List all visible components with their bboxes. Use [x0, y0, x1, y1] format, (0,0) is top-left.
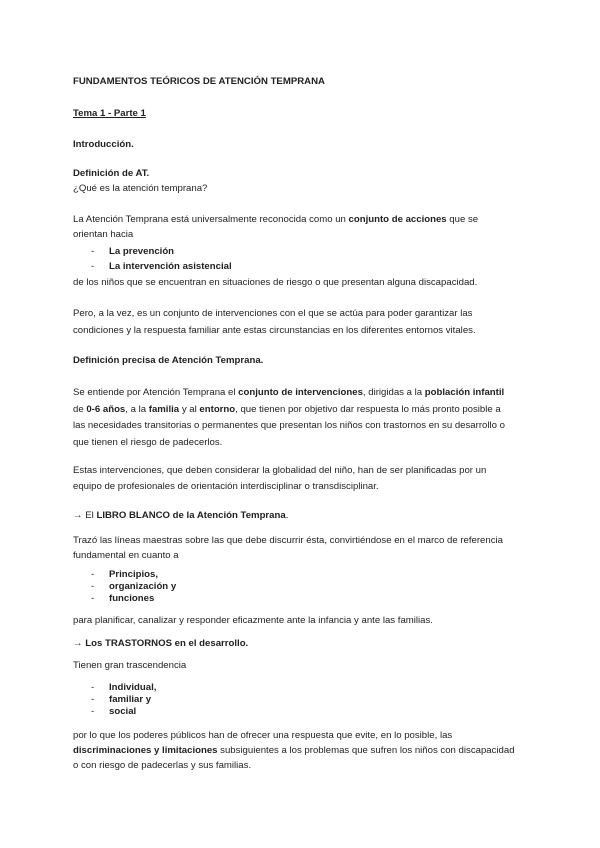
- p3-text: , dirigidas a la: [362, 387, 425, 398]
- paragraph-1-line-1: [73, 212, 478, 228]
- list-item-text: Principios,: [109, 569, 159, 580]
- list-dash: -: [91, 682, 95, 693]
- trastornos-heading: [73, 636, 248, 652]
- list-dash: -: [91, 694, 95, 705]
- trastornos-bold: Los TRASTORNOS en el desarrollo.: [85, 638, 249, 649]
- list-dash: -: [91, 246, 95, 257]
- paragraph-7-line-3: o con riesgo de padecerlas y sus familias.: [73, 760, 252, 771]
- list-item-text: La intervención asistencial: [109, 261, 232, 272]
- p3-text: , a la: [125, 404, 149, 415]
- list-dash: -: [91, 593, 95, 604]
- document-subtitle: Tema 1 - Parte 1: [73, 108, 146, 119]
- p7-text: subsiguientes a los problemas que sufren los niños con discapacidad: [217, 745, 515, 756]
- list-item-text: organización y: [109, 581, 177, 592]
- list-dash: -: [91, 261, 95, 272]
- list-dash: -: [91, 569, 95, 580]
- paragraph-6: Tienen gran trascendencia: [73, 660, 187, 671]
- paragraph-7-line-2: [73, 743, 515, 759]
- arrow-text: →: [73, 638, 86, 649]
- list-item: [91, 706, 136, 718]
- p7-bold: discriminaciones y limitaciones: [73, 745, 218, 756]
- list-item: [91, 593, 154, 605]
- list-item-text: funciones: [109, 593, 155, 604]
- list-dash: -: [91, 581, 95, 592]
- p3-bold: población infantil: [424, 387, 505, 398]
- list-item: [91, 261, 232, 273]
- paragraph-1-end: de los niños que se encuentran en situaciones de riesgo o que presentan alguna discapacidad.: [73, 277, 478, 288]
- question-text: ¿Qué es la atención temprana?: [73, 183, 208, 194]
- paragraph-3-line-1: [73, 385, 504, 401]
- paragraph-1-line-2: orientan hacia: [73, 229, 134, 240]
- p3-bold: conjunto de intervenciones: [238, 387, 363, 398]
- paragraph-5-end: para planificar, canalizar y responder eficazmente ante la infancia y ante las familias.: [73, 615, 433, 626]
- list-dash: -: [91, 706, 95, 717]
- intro-heading: Introducción.: [73, 139, 134, 150]
- period: .: [285, 510, 289, 521]
- p1-text-a: La Atención Temprana está universalmente reconocida como un: [73, 214, 349, 225]
- list-item: [91, 581, 176, 593]
- p3-text: y al: [179, 404, 200, 415]
- paragraph-4-line-2: equipo de profesionales de orientación interdisciplinar o transdisciplinar.: [73, 481, 379, 492]
- paragraph-2-line-1: Pero, a la vez, es un conjunto de intervenciones con el que se actúa para poder garantizar las: [73, 308, 473, 319]
- p3-text: Se entiende por Atención Temprana el: [73, 387, 239, 398]
- p1-bold: conjunto de acciones: [348, 214, 447, 225]
- paragraph-3-line-2: [73, 402, 501, 418]
- paragraph-4-line-1: Estas intervenciones, que deben considerar la globalidad del niño, han de ser planificadas por un: [73, 465, 487, 476]
- document-title: FUNDAMENTOS TEÓRICOS DE ATENCIÓN TEMPRANA: [73, 76, 325, 87]
- libro-blanco-bold: LIBRO BLANCO de la Atención Temprana: [96, 510, 286, 521]
- list-item: [91, 682, 156, 694]
- p3-bold: entorno: [199, 404, 236, 415]
- list-item-text: familiar y: [109, 694, 152, 705]
- libro-blanco-heading: [73, 508, 288, 524]
- paragraph-3-line-3: las necesidades transitorias o permanentes que presentan los niños con trastornos en su desarrollo o: [73, 420, 505, 431]
- p3-text: , que tienen por objetivo dar respuesta lo más pronto posible a: [235, 404, 501, 415]
- paragraph-7-line-1: por lo que los poderes públicos han de ofrecer una respuesta que evite, en lo posible, las: [73, 730, 453, 741]
- p3-text: de: [73, 404, 87, 415]
- list-item: [91, 694, 151, 706]
- p3-bold: 0-6 años: [86, 404, 126, 415]
- p1-text-c: que se: [446, 214, 479, 225]
- precise-definition-heading: Definición precisa de Atención Temprana.: [73, 355, 264, 366]
- paragraph-5-line-1: Trazó las líneas maestras sobre las que debe discurrir ésta, convirtiéndose en el marco de referencia: [73, 535, 503, 546]
- list-item: [91, 246, 174, 258]
- list-item-text: La prevención: [109, 246, 175, 257]
- arrow-text: → El: [73, 510, 97, 521]
- paragraph-5-line-2: fundamental en cuanto a: [73, 550, 179, 561]
- list-item: [91, 569, 158, 581]
- p3-bold: familia: [148, 404, 180, 415]
- list-item-text: social: [109, 706, 137, 717]
- list-item-text: Individual,: [109, 682, 157, 693]
- paragraph-3-line-4: que tienen el riesgo de padecerlos.: [73, 437, 223, 448]
- paragraph-2-line-2: condiciones y la respuesta familiar ante estas circunstancias en los diferentes entornos vitales.: [73, 325, 476, 336]
- definition-heading: Definición de AT.: [73, 168, 150, 179]
